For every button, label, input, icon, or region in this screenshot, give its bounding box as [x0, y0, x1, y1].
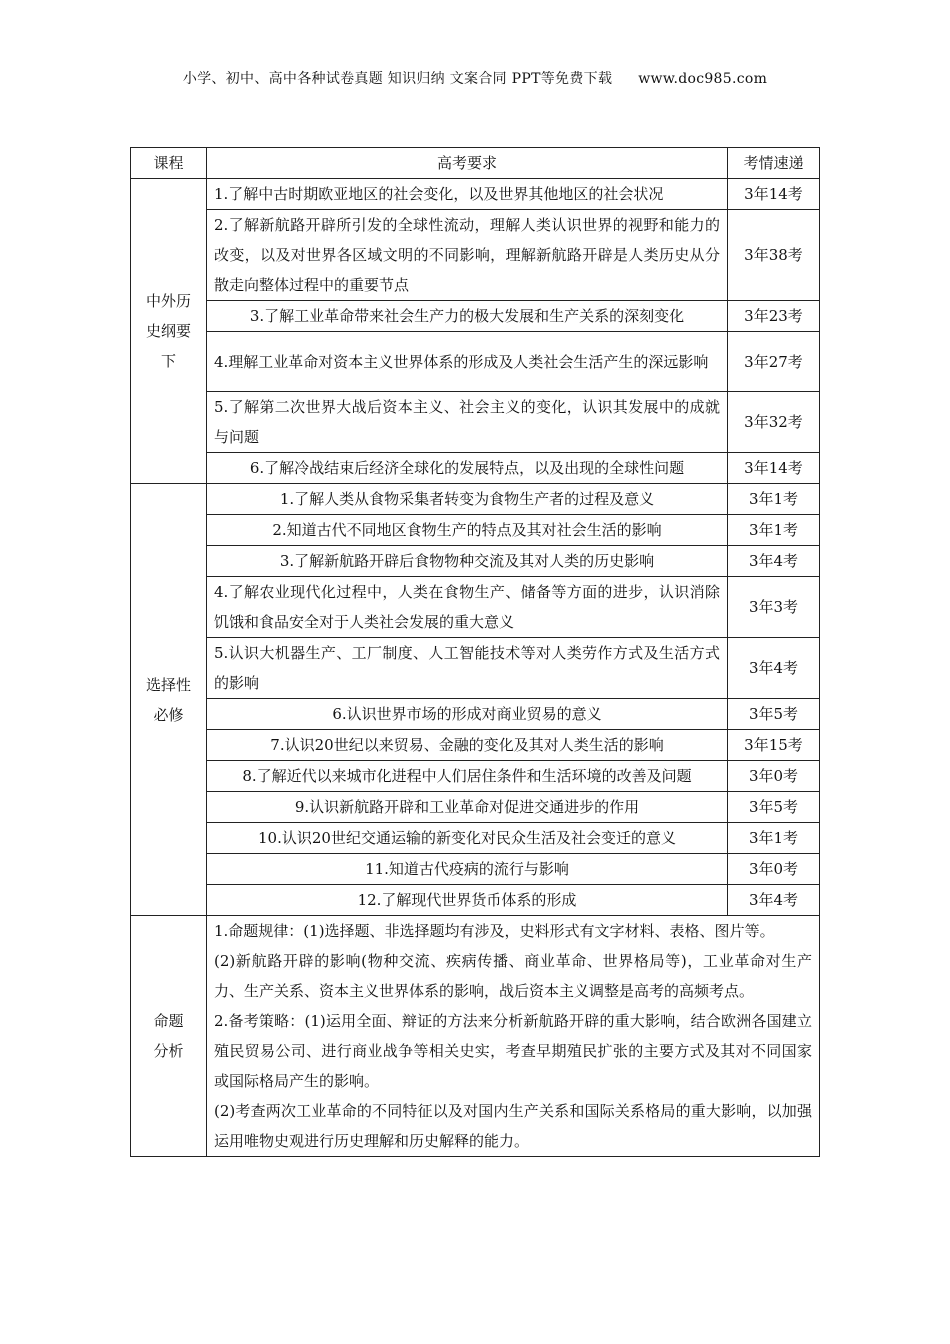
table-row [131, 638, 820, 699]
requirement-cell: 7.认识20世纪以来贸易、金融的变化及其对人类生活的影响 [207, 730, 728, 761]
column-header-count: 考情速递 [728, 148, 820, 179]
count-cell: 3年4考 [728, 546, 820, 577]
analysis-paragraph: (2)新航路开辟的影响(物种交流、疾病传播、商业革命、世界格局等)，工业革命对生产力、生产关系、资本主义世界体系的影响，战后资本主义调整是高考的高频考点。 [214, 952, 812, 1000]
requirement-cell: 11.知道古代疫病的流行与影响 [207, 854, 728, 885]
table-header-row [131, 148, 820, 179]
header-site: www.doc985.com [638, 71, 768, 87]
table-row [131, 792, 820, 823]
table-row [131, 699, 820, 730]
syllabus-table [130, 147, 820, 1157]
count-cell: 3年27考 [728, 332, 820, 392]
page-header [0, 68, 950, 88]
requirement-cell: 5.了解第二次世界大战后资本主义、社会主义的变化，认识其发展中的成就与问题 [207, 392, 728, 453]
requirement-cell: 4.了解农业现代化过程中，人类在食物生产、储备等方面的进步，认识消除饥饿和食品安全对于人类社会发展的重大意义 [207, 577, 728, 638]
course-cell [131, 179, 207, 484]
analysis-cell [207, 916, 820, 1157]
requirement-cell: 1.了解中古时期欧亚地区的社会变化，以及世界其他地区的社会状况 [207, 179, 728, 210]
table-row [131, 332, 820, 392]
requirement-cell: 2.知道古代不同地区食物生产的特点及其对社会生活的影响 [207, 515, 728, 546]
count-cell: 3年1考 [728, 823, 820, 854]
course-cell [131, 916, 207, 1157]
table-row [131, 730, 820, 761]
analysis-paragraph: 1.命题规律：(1)选择题、非选择题均有涉及，史料形式有文字材料、表格、图片等。 [214, 922, 775, 940]
count-cell: 3年1考 [728, 515, 820, 546]
count-cell: 3年38考 [728, 210, 820, 301]
course-label: 选择性必修 [145, 675, 191, 724]
count-cell: 3年14考 [728, 453, 820, 484]
count-cell: 3年4考 [728, 885, 820, 916]
table-row [131, 179, 820, 210]
count-cell: 3年5考 [728, 699, 820, 730]
requirement-cell: 9.认识新航路开辟和工业革命对促进交通进步的作用 [207, 792, 728, 823]
table-row [131, 392, 820, 453]
count-cell: 3年15考 [728, 730, 820, 761]
table-row [131, 854, 820, 885]
requirement-cell: 4.理解工业革命对资本主义世界体系的形成及人类社会生活产生的深远影响 [207, 332, 728, 392]
table-row [131, 577, 820, 638]
course-cell [131, 484, 207, 916]
count-cell: 3年32考 [728, 392, 820, 453]
column-header-course: 课程 [131, 148, 207, 179]
count-cell: 3年5考 [728, 792, 820, 823]
table-row [131, 210, 820, 301]
count-cell: 3年1考 [728, 484, 820, 515]
requirement-cell: 12.了解现代世界货币体系的形成 [207, 885, 728, 916]
requirement-cell: 10.认识20世纪交通运输的新变化对民众生活及社会变迁的意义 [207, 823, 728, 854]
table-row [131, 546, 820, 577]
analysis-paragraph: 2.备考策略：(1)运用全面、辩证的方法来分析新航路开辟的重大影响，结合欧洲各国建立殖民贸易公司、进行商业战争等相关史实，考查早期殖民扩张的主要方式及其对不同国家或国际格局产生的影响。 [214, 1012, 812, 1090]
course-label: 中外历史纲要下 [145, 292, 191, 370]
requirement-cell: 2.了解新航路开辟所引发的全球性流动，理解人类认识世界的视野和能力的改变，以及对世界各区域文明的不同影响，理解新航路开辟是人类历史从分散走向整体过程中的重要节点 [207, 210, 728, 301]
count-cell: 3年3考 [728, 577, 820, 638]
requirement-cell: 6.认识世界市场的形成对商业贸易的意义 [207, 699, 728, 730]
count-cell: 3年0考 [728, 761, 820, 792]
analysis-paragraph: (2)考查两次工业革命的不同特征以及对国内生产关系和国际关系格局的重大影响，以加强运用唯物史观进行历史理解和历史解释的能力。 [214, 1102, 812, 1150]
count-cell: 3年23考 [728, 301, 820, 332]
requirement-cell: 1.了解人类从食物采集者转变为食物生产者的过程及意义 [207, 484, 728, 515]
analysis-row [131, 916, 820, 1157]
count-cell: 3年14考 [728, 179, 820, 210]
requirement-cell: 3.了解工业革命带来社会生产力的极大发展和生产关系的深刻变化 [207, 301, 728, 332]
table-row [131, 301, 820, 332]
header-text: 小学、初中、高中各种试卷真题 知识归纳 文案合同 PPT等免费下载 [182, 71, 613, 87]
table-row [131, 885, 820, 916]
table-row [131, 453, 820, 484]
requirement-cell: 5.认识大机器生产、工厂制度、人工智能技术等对人类劳作方式及生活方式的影响 [207, 638, 728, 699]
table-row [131, 823, 820, 854]
requirement-cell: 3.了解新航路开辟后食物物种交流及其对人类的历史影响 [207, 546, 728, 577]
course-label: 命题分析 [153, 1012, 184, 1060]
column-header-requirement: 高考要求 [207, 148, 728, 179]
requirement-cell: 8.了解近代以来城市化进程中人们居住条件和生活环境的改善及问题 [207, 761, 728, 792]
table-row [131, 484, 820, 515]
table-row [131, 515, 820, 546]
count-cell: 3年0考 [728, 854, 820, 885]
table-row [131, 761, 820, 792]
requirement-cell: 6.了解冷战结束后经济全球化的发展特点，以及出现的全球性问题 [207, 453, 728, 484]
count-cell: 3年4考 [728, 638, 820, 699]
